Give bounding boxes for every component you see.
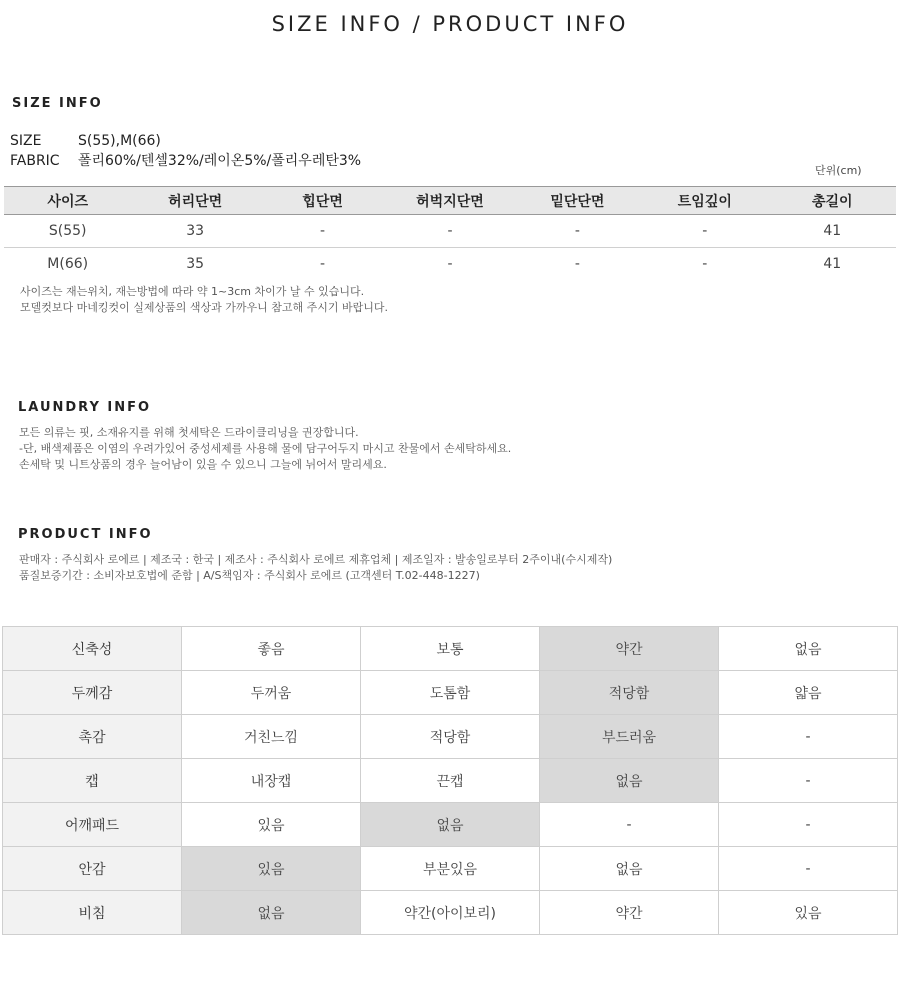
spec-option: 부분있음 xyxy=(361,847,540,891)
unit-note: 단위(cm) xyxy=(815,164,862,177)
size-table-cell: 41 xyxy=(769,215,896,248)
size-table-cell: - xyxy=(447,256,453,273)
laundry-notes xyxy=(19,425,511,473)
spec-label: 두께감 xyxy=(3,671,182,715)
spec-option-selected: 없음 xyxy=(361,803,540,847)
spec-option-selected: 없음 xyxy=(540,759,719,803)
product-note-line: 판매자 : 주식회사 로에르 | 제조국 : 한국 | 제조사 : 주식회사 로에르 제휴업체 | 제조일자 : 발송일로부터 2주이내(수시제작) xyxy=(19,553,613,566)
spec-option: 내장캡 xyxy=(182,759,361,803)
spec-option: 없음 xyxy=(540,847,719,891)
laundry-note-line: -단, 배색제품은 이염의 우려가있어 중성세제를 사용해 물에 담구어두지 마시고 찬물에서 손세탁하세요. xyxy=(19,442,512,455)
size-notes xyxy=(20,284,388,316)
fabric-value: 폴리60%/텐셀32%/레이온5%/폴리우레탄3% xyxy=(78,153,362,169)
spec-option: 있음 xyxy=(719,891,898,935)
spec-option: - xyxy=(719,715,898,759)
size-table xyxy=(4,186,896,281)
fabric-row xyxy=(10,150,361,170)
spec-option: 거친느낌 xyxy=(182,715,361,759)
spec-option: 적당함 xyxy=(361,715,540,759)
spec-row xyxy=(3,891,898,935)
size-table-cell: - xyxy=(574,256,580,273)
size-table-header: 밑단단면 xyxy=(514,187,641,215)
size-table-header: 트임깊이 xyxy=(641,187,768,215)
spec-row xyxy=(3,803,898,847)
spec-row xyxy=(3,671,898,715)
spec-option: 보통 xyxy=(361,627,540,671)
spec-label: 신축성 xyxy=(3,627,182,671)
main-title: SIZE INFO / PRODUCT INFO xyxy=(271,12,629,36)
size-table-header: 허리단면 xyxy=(131,187,258,215)
size-table-header: 총길이 xyxy=(769,187,896,215)
laundry-note-line: 손세탁 및 니트상품의 경우 늘어남이 있을 수 있으니 그늘에 뉘어서 말리세요. xyxy=(19,458,387,471)
spec-option: 있음 xyxy=(182,803,361,847)
size-table-header: 힙단면 xyxy=(259,187,386,215)
spec-option-selected: 적당함 xyxy=(540,671,719,715)
size-table-cell: - xyxy=(514,215,641,248)
size-label: SIZE xyxy=(10,133,42,149)
size-note-line: 사이즈는 재는위치, 재는방법에 따라 약 1~3cm 차이가 날 수 있습니다. xyxy=(20,285,365,298)
size-table-cell: - xyxy=(259,215,386,248)
spec-option: 없음 xyxy=(719,627,898,671)
spec-option: - xyxy=(540,803,719,847)
size-table-cell: - xyxy=(386,215,513,248)
spec-row xyxy=(3,759,898,803)
size-value: S(55),M(66) xyxy=(78,133,161,149)
laundry-info-heading: LAUNDRY INFO xyxy=(18,400,152,415)
size-table-cell: - xyxy=(702,256,708,273)
spec-option: 끈캡 xyxy=(361,759,540,803)
product-note-line: 품질보증기간 : 소비자보호법에 준함 | A/S책임자 : 주식회사 로에르 (고객센터 T.02-448-1227) xyxy=(19,569,480,582)
size-table-cell: - xyxy=(320,256,326,273)
spec-option: 약간 xyxy=(540,891,719,935)
size-table-row xyxy=(4,215,896,248)
spec-option: 두꺼움 xyxy=(182,671,361,715)
spec-option: 도톰함 xyxy=(361,671,540,715)
fabric-label: FABRIC xyxy=(10,153,60,169)
spec-option: 약간(아이보리) xyxy=(361,891,540,935)
spec-label: 캡 xyxy=(3,759,182,803)
spec-option: 좋음 xyxy=(182,627,361,671)
size-table-cell: 33 xyxy=(131,215,258,248)
size-info-heading: SIZE INFO xyxy=(12,96,103,111)
size-table-cell: 35 xyxy=(186,256,205,273)
spec-option-selected: 없음 xyxy=(182,891,361,935)
size-table-cell: S(55) xyxy=(4,215,131,248)
spec-option: - xyxy=(719,803,898,847)
product-info-heading: PRODUCT INFO xyxy=(18,527,153,542)
size-table-header-row xyxy=(4,187,896,215)
size-table-cell: M(66) xyxy=(47,256,89,273)
spec-label: 비침 xyxy=(3,891,182,935)
spec-row xyxy=(3,847,898,891)
size-table-header: 허벅지단면 xyxy=(386,187,513,215)
spec-option: - xyxy=(719,759,898,803)
spec-row xyxy=(3,627,898,671)
size-note-line: 모델컷보다 마네킹컷이 실제상품의 색상과 가까우니 참고해 주시기 바랍니다. xyxy=(20,301,389,314)
size-row xyxy=(10,133,161,149)
spec-table xyxy=(2,626,898,935)
laundry-note-line: 모든 의류는 핏, 소재유지를 위해 첫세탁은 드라이클리닝을 권장합니다. xyxy=(19,426,359,439)
spec-row xyxy=(3,715,898,759)
spec-option-selected: 있음 xyxy=(182,847,361,891)
spec-option-selected: 부드러움 xyxy=(540,715,719,759)
product-notes xyxy=(19,552,612,584)
spec-label: 안감 xyxy=(3,847,182,891)
spec-option: 얇음 xyxy=(719,671,898,715)
size-table-cell: - xyxy=(641,215,768,248)
spec-label: 촉감 xyxy=(3,715,182,759)
size-table-header: 사이즈 xyxy=(4,187,131,215)
size-table-cell: 41 xyxy=(823,256,842,273)
spec-label: 어깨패드 xyxy=(3,803,182,847)
spec-option-selected: 약간 xyxy=(540,627,719,671)
spec-option: - xyxy=(719,847,898,891)
size-table-row xyxy=(4,248,896,281)
